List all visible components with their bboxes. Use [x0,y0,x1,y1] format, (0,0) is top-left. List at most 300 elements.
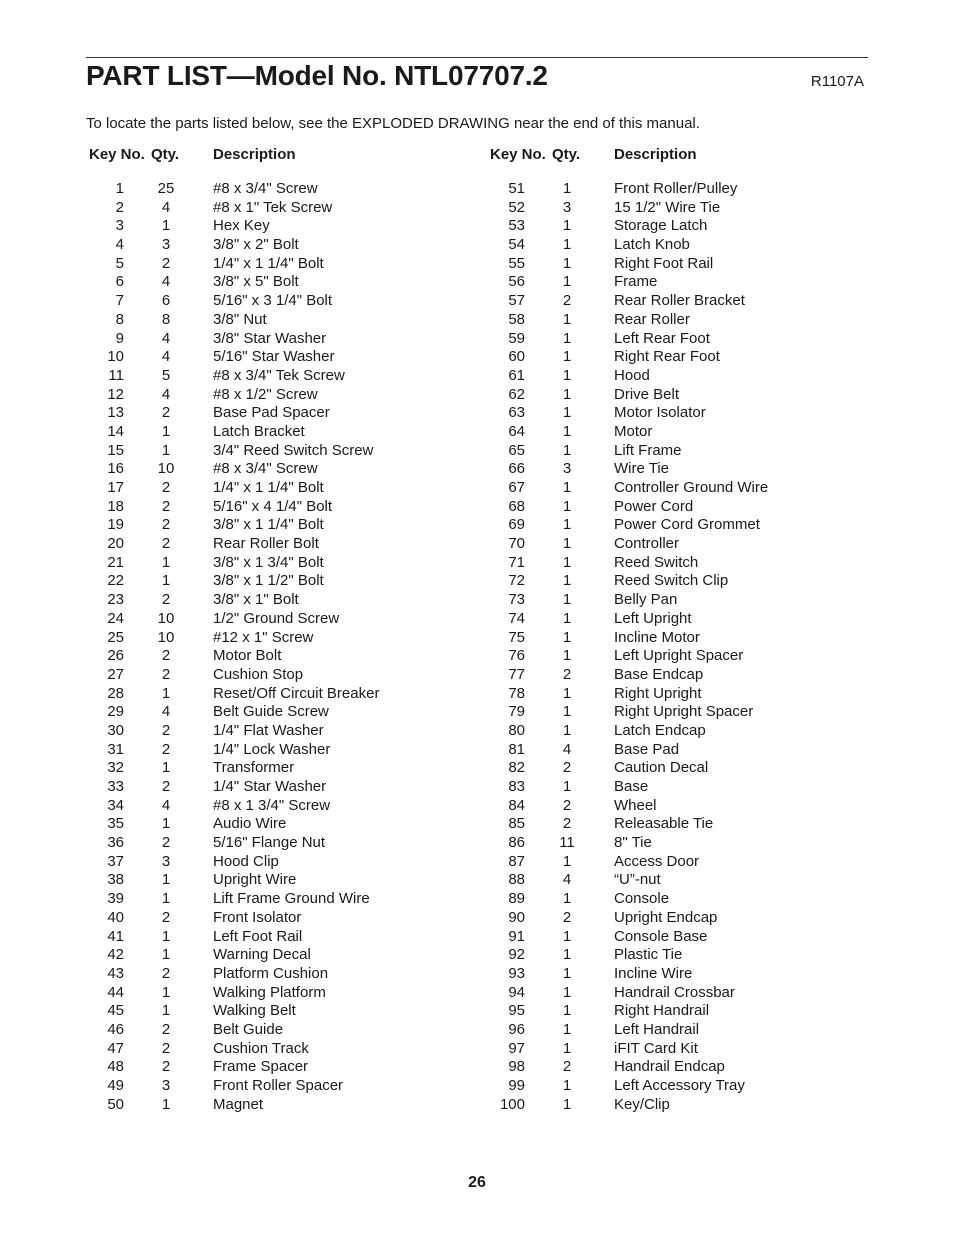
part-qty: 2 [562,908,572,926]
part-qty: 1 [562,535,572,553]
part-key-no: 62 [508,385,525,403]
part-qty: 3 [161,236,171,254]
part-description: Motor [614,422,653,440]
part-key-no: 7 [115,292,124,310]
part-row [487,834,847,853]
part-qty: 4 [161,198,171,216]
part-description: Left Upright [614,609,692,627]
part-description: Releasable Tie [614,815,714,833]
part-row [86,815,446,834]
part-key-no: 71 [508,553,525,571]
intro-text: To locate the parts listed below, see the EXPLODED DRAWING near the end of this manual. [86,115,700,132]
part-description: 3/8" x 1 3/4" Bolt [213,553,324,571]
part-key-no: 67 [508,479,525,496]
part-description: 1/4" Lock Washer [213,740,331,758]
part-description: 1/4" x 1 1/4" Bolt [213,254,324,272]
part-qty: 2 [161,497,171,515]
part-qty: 4 [161,348,171,366]
part-description: 1/2" Ground Screw [213,609,340,627]
part-qty: 1 [562,329,572,347]
part-description: Magnet [213,1095,264,1113]
part-row [487,778,847,797]
part-key-no: 18 [107,497,124,515]
part-description: Platform Cushion [213,964,329,982]
part-qty: 2 [161,908,171,926]
part-qty: 1 [562,572,572,590]
part-description: 5/16" Star Washer [213,348,335,366]
part-key-no: 26 [107,647,124,665]
part-description: Power Cord [614,497,694,515]
part-row [86,685,446,704]
part-description: Warning Decal [213,946,311,964]
part-row [86,797,446,816]
part-key-no: 21 [107,553,124,571]
part-qty: 2 [161,1020,171,1038]
part-qty: 1 [562,404,572,422]
part-row [86,199,446,218]
part-key-no: 68 [508,497,525,515]
part-row [86,890,446,909]
part-key-no: 59 [508,329,525,347]
parts-list-left [86,180,446,1114]
top-rule [86,57,868,58]
part-row [487,853,847,872]
part-key-no: 19 [107,516,124,534]
part-description: Motor Isolator [614,404,706,422]
part-description: 5/16" x 3 1/4" Bolt [213,292,333,310]
part-key-no: 3 [115,217,124,235]
part-description: 3/8" x 1 1/2" Bolt [213,572,324,590]
part-key-no: 4 [115,236,124,254]
part-key-no: 97 [508,1039,525,1057]
part-description: 3/8" Nut [213,310,267,328]
part-description: Hood Clip [213,852,279,870]
part-qty: 2 [161,516,171,534]
part-key-no: 74 [508,609,525,627]
part-key-no: 23 [107,591,124,609]
part-key-no: 15 [107,441,124,459]
part-description: Hood [614,366,650,384]
part-key-no: 30 [107,721,124,739]
part-description: Base Endcap [614,665,704,683]
part-qty: 1 [562,628,572,646]
part-qty: 1 [161,1002,171,1020]
part-description: Cushion Track [213,1039,309,1057]
part-key-no: 13 [107,404,124,422]
part-key-no: 58 [508,310,525,328]
part-key-no: 70 [508,535,525,553]
part-key-no: 43 [107,964,124,982]
part-key-no: 9 [115,329,124,347]
part-qty: 1 [562,703,572,721]
part-qty: 1 [562,1039,572,1057]
part-qty: 2 [562,292,572,310]
part-description: Front Roller Spacer [213,1077,344,1094]
part-row [487,871,847,890]
part-description: Motor Bolt [213,647,282,665]
part-row [86,946,446,965]
header-description: Description [614,146,697,163]
part-description: Incline Wire [614,964,693,982]
part-key-no: 2 [115,198,124,216]
part-key-no: 91 [508,927,525,945]
part-row [487,1040,847,1059]
part-qty: 2 [161,535,171,553]
part-description: 1/4" x 1 1/4" Bolt [213,479,324,496]
part-row [86,591,446,610]
part-description: Wire Tie [614,460,670,478]
part-description: 15 1/2" Wire Tie [614,198,721,216]
part-key-no: 12 [107,385,124,403]
part-description: #8 x 3/4" Screw [213,460,318,478]
part-row [86,965,446,984]
part-description: “U”-nut [614,871,661,889]
part-key-no: 89 [508,890,525,908]
part-description: #8 x 1/2" Screw [213,385,318,403]
part-row [487,909,847,928]
part-row [86,554,446,573]
part-description: #12 x 1" Screw [213,628,314,646]
document-code: R1107A [810,73,864,90]
part-qty: 1 [562,273,572,291]
part-description: 5/16" Flange Nut [213,834,326,852]
part-row [487,199,847,218]
part-key-no: 75 [508,628,525,646]
part-row [86,217,446,236]
part-row [86,348,446,367]
part-key-no: 5 [115,254,124,272]
part-description: Left Handrail [614,1020,700,1038]
part-qty: 11 [559,834,575,852]
part-key-no: 42 [107,946,124,964]
part-key-no: 54 [508,236,525,254]
part-qty: 3 [562,198,572,216]
part-key-no: 73 [508,591,525,609]
part-key-no: 90 [508,908,525,926]
part-qty: 2 [161,834,171,852]
part-row [86,666,446,685]
part-qty: 4 [161,385,171,403]
part-row [487,629,847,648]
part-key-no: 35 [107,815,124,833]
part-row [487,591,847,610]
part-key-no: 29 [107,703,124,721]
part-description: Left Rear Foot [614,329,710,347]
part-qty: 1 [562,1077,572,1094]
part-key-no: 61 [508,366,525,384]
part-key-no: 94 [508,983,525,1001]
header-qty: Qty. [552,146,581,163]
part-qty: 1 [562,946,572,964]
part-row [487,890,847,909]
part-row [487,442,847,461]
part-qty: 1 [562,236,572,254]
part-row [487,1058,847,1077]
part-qty: 1 [562,721,572,739]
part-row [487,815,847,834]
part-key-no: 33 [107,778,124,795]
part-key-no: 69 [508,516,525,534]
part-qty: 1 [161,572,171,590]
part-row [86,572,446,591]
part-row [86,460,446,479]
part-description: Controller [614,535,680,553]
part-key-no: 53 [508,217,525,235]
part-description: iFIT Card Kit [614,1039,698,1057]
part-description: 3/8" x 1 1/4" Bolt [213,516,324,534]
part-description: Reed Switch [614,553,699,571]
part-description: Audio Wire [213,815,287,833]
header-description: Description [213,146,296,163]
part-qty: 3 [562,460,572,478]
part-row [487,965,847,984]
part-description: Right Upright Spacer [614,703,754,721]
part-qty: 2 [161,1039,171,1057]
part-row [86,236,446,255]
part-qty: 1 [562,647,572,665]
part-description: Power Cord Grommet [614,516,760,534]
part-qty: 1 [161,871,171,889]
part-key-no: 56 [508,273,525,291]
part-row [487,292,847,311]
part-qty: 1 [562,1002,572,1020]
part-row [487,535,847,554]
part-key-no: 76 [508,647,525,665]
part-key-no: 49 [107,1077,124,1094]
part-key-no: 24 [107,609,124,627]
part-key-no: 36 [107,834,124,852]
part-qty: 1 [562,778,572,795]
part-description: Walking Platform [213,983,326,1001]
part-qty: 2 [161,665,171,683]
part-description: Handrail Endcap [614,1058,725,1076]
part-row [487,572,847,591]
part-qty: 4 [562,871,572,889]
part-key-no: 41 [107,927,124,945]
part-row [487,1021,847,1040]
part-key-no: 96 [508,1020,525,1038]
part-key-no: 81 [508,740,525,758]
part-qty: 3 [161,1077,171,1094]
part-qty: 6 [161,292,171,310]
part-qty: 2 [562,796,572,814]
part-description: Front Isolator [213,908,302,926]
part-row [86,1077,446,1096]
part-key-no: 1 [115,180,124,197]
part-description: Upright Endcap [614,908,718,926]
part-qty: 1 [161,927,171,945]
part-row [86,610,446,629]
part-qty: 4 [161,273,171,291]
part-key-no: 20 [107,535,124,553]
part-description: Left Upright Spacer [614,647,744,665]
part-qty: 1 [562,422,572,440]
part-qty: 1 [562,609,572,627]
part-description: Cushion Stop [213,665,304,683]
part-description: Controller Ground Wire [614,479,769,496]
part-description: Belly Pan [614,591,678,609]
part-row [86,909,446,928]
part-row [86,180,446,199]
part-row [487,404,847,423]
part-qty: 1 [562,217,572,235]
part-key-no: 28 [107,684,124,702]
part-qty: 1 [562,927,572,945]
part-row [86,273,446,292]
part-qty: 1 [562,890,572,908]
part-row [86,778,446,797]
part-qty: 1 [161,441,171,459]
part-qty: 1 [562,497,572,515]
part-qty: 1 [562,684,572,702]
part-key-no: 6 [115,273,124,291]
part-row [487,386,847,405]
part-qty: 10 [157,609,175,627]
part-key-no: 8 [115,310,124,328]
part-qty: 1 [161,553,171,571]
part-qty: 1 [562,983,572,1001]
part-qty: 1 [161,1095,171,1113]
part-qty: 4 [161,329,171,347]
part-key-no: 85 [508,815,525,833]
part-row [487,1077,847,1096]
part-row [487,759,847,778]
part-qty: 1 [562,348,572,366]
part-qty: 1 [562,180,572,197]
part-description: #8 x 3/4" Tek Screw [213,366,345,384]
part-description: Latch Knob [614,236,690,254]
part-description: Walking Belt [213,1002,296,1020]
part-row [86,647,446,666]
part-row [487,647,847,666]
part-description: Reset/Off Circuit Breaker [213,684,380,702]
part-description: Belt Guide Screw [213,703,329,721]
part-key-no: 83 [508,778,525,795]
part-row [487,797,847,816]
part-qty: 25 [157,180,175,197]
part-key-no: 32 [107,759,124,777]
part-key-no: 100 [499,1095,525,1113]
header-key-no: Key No. [89,146,145,163]
part-qty: 1 [562,1020,572,1038]
part-row [86,479,446,498]
part-qty: 1 [161,946,171,964]
part-description: Right Foot Rail [614,254,714,272]
part-row [487,946,847,965]
part-qty: 2 [161,647,171,665]
part-description: Base [614,778,649,795]
part-qty: 2 [562,759,572,777]
part-key-no: 38 [107,871,124,889]
header-qty: Qty. [151,146,180,163]
part-row [86,423,446,442]
part-key-no: 14 [107,422,124,440]
part-key-no: 11 [108,366,124,384]
part-qty: 1 [161,983,171,1001]
part-qty: 3 [161,852,171,870]
part-row [86,386,446,405]
part-key-no: 63 [508,404,525,422]
part-description: Hex Key [213,217,270,235]
header-key-no: Key No. [490,146,546,163]
part-key-no: 34 [107,796,124,814]
part-description: Frame [614,273,658,291]
part-key-no: 98 [508,1058,525,1076]
part-key-no: 64 [508,422,525,440]
part-row [86,292,446,311]
part-key-no: 44 [107,983,124,1001]
part-row [487,516,847,535]
part-row [86,1058,446,1077]
part-description: 3/8" x 2" Bolt [213,236,299,254]
part-row [86,255,446,274]
part-key-no: 47 [107,1039,124,1057]
part-row [86,984,446,1003]
part-row [86,834,446,853]
part-row [487,741,847,760]
part-key-no: 52 [508,198,525,216]
part-description: Handrail Crossbar [614,983,735,1001]
part-key-no: 92 [508,946,525,964]
part-qty: 2 [161,964,171,982]
part-description: Console [614,890,670,908]
part-key-no: 37 [107,852,124,870]
part-key-no: 25 [107,628,124,646]
part-row [86,498,446,517]
part-row [86,516,446,535]
part-row [86,871,446,890]
part-key-no: 22 [107,572,124,590]
part-row [487,348,847,367]
part-qty: 10 [157,460,175,478]
part-qty: 1 [161,890,171,908]
part-key-no: 39 [107,890,124,908]
part-description: Rear Roller Bolt [213,535,319,553]
part-key-no: 99 [508,1077,525,1094]
part-description: Latch Bracket [213,422,305,440]
part-qty: 1 [562,516,572,534]
part-key-no: 45 [107,1002,124,1020]
part-qty: 1 [562,441,572,459]
part-description: Drive Belt [614,385,680,403]
part-key-no: 60 [508,348,525,366]
part-row [487,255,847,274]
part-row [86,367,446,386]
part-description: Left Foot Rail [213,927,303,945]
part-qty: 1 [562,366,572,384]
part-description: Rear Roller Bracket [614,292,745,310]
part-row [487,610,847,629]
part-row [86,1096,446,1115]
part-description: 3/8" x 5" Bolt [213,273,299,291]
part-description: Rear Roller [614,310,690,328]
part-key-no: 57 [508,292,525,310]
part-row [487,1096,847,1115]
part-key-no: 72 [508,572,525,590]
part-row [487,703,847,722]
part-row [86,703,446,722]
part-row [487,236,847,255]
part-key-no: 82 [508,759,525,777]
part-row [487,722,847,741]
part-row [487,984,847,1003]
part-description: Right Rear Foot [614,348,720,366]
part-row [487,311,847,330]
part-qty: 1 [562,553,572,571]
part-qty: 1 [562,479,572,496]
part-row [86,1021,446,1040]
part-description: Frame Spacer [213,1058,309,1076]
